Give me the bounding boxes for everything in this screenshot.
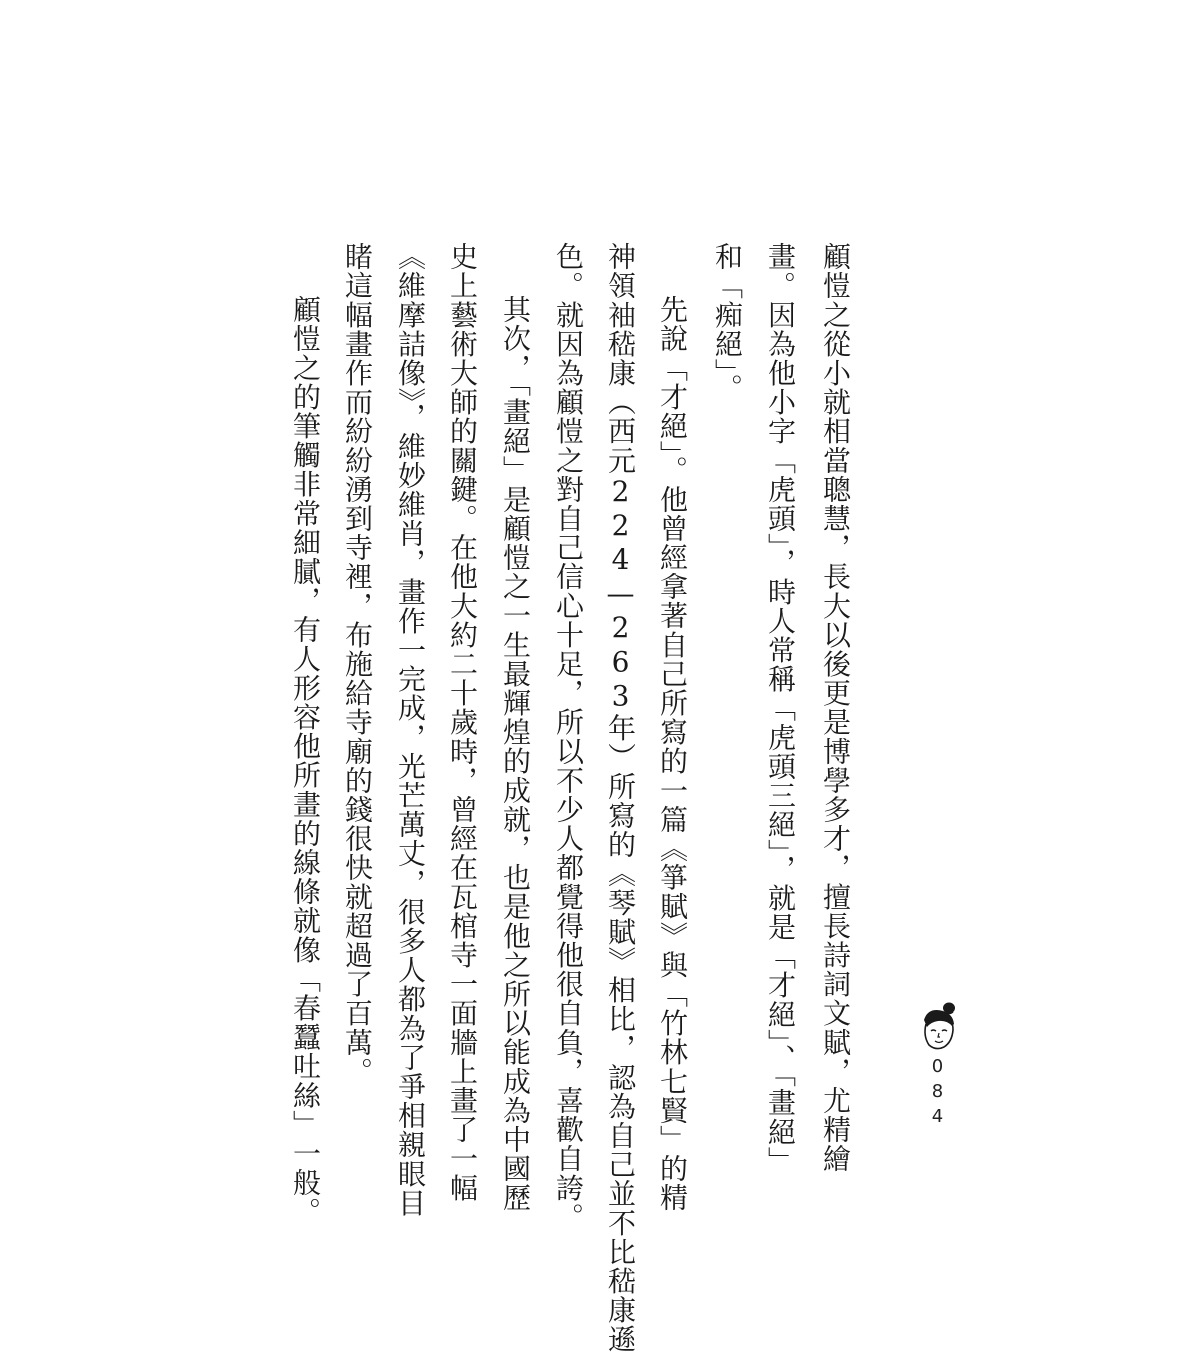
text-column-2: 畫。因為他小字「虎頭」，時人常稱「虎頭三絕」，就是「才絕」、「畫絕」 (764, 242, 797, 1176)
text-column-6: 色。就因為顧愷之對自己信心十足，所以不少人都覺得他很自負，喜歡自誇。 (552, 242, 585, 1232)
page-number: 084 (927, 1056, 948, 1131)
text-column-5: 神領袖嵇康（西元224—263年）所寫的《琴賦》相比，認為自己並不比嵇康遜 (604, 242, 637, 1354)
text-column-11: 顧愷之的筆觸非常細膩，有人形容他所畫的線條就像「春蠶吐絲」一般。 (289, 295, 322, 1227)
text-column-10: 睹這幅畫作而紛紛湧到寺裡，布施給寺廟的錢很快就超過了百萬。 (341, 242, 374, 1086)
text-column-4: 先說「才絕」。他曾經拿著自己所寫的一篇《箏賦》與「竹林七賢」的精 (656, 295, 689, 1213)
text-column-8: 史上藝術大師的關鍵。在他大約二十歲時，曾經在瓦棺寺一面牆上畫了一幅 (446, 242, 479, 1203)
face-with-topknot-icon (912, 1000, 962, 1052)
text-column-7: 其次，「畫絕」是顧愷之一生最輝煌的成就，也是他之所以能成為中國歷 (499, 295, 532, 1213)
text-column-9: 《維摩詰像》，維妙維肖，畫作一完成，光芒萬丈，很多人都為了爭相親眼目 (394, 242, 427, 1218)
text-column-3: 和「痴絕」。 (711, 242, 744, 403)
text-column-1: 顧愷之從小就相當聰慧，長大以後更是博學多才，擅長詩詞文賦，尤精繪 (819, 242, 852, 1174)
